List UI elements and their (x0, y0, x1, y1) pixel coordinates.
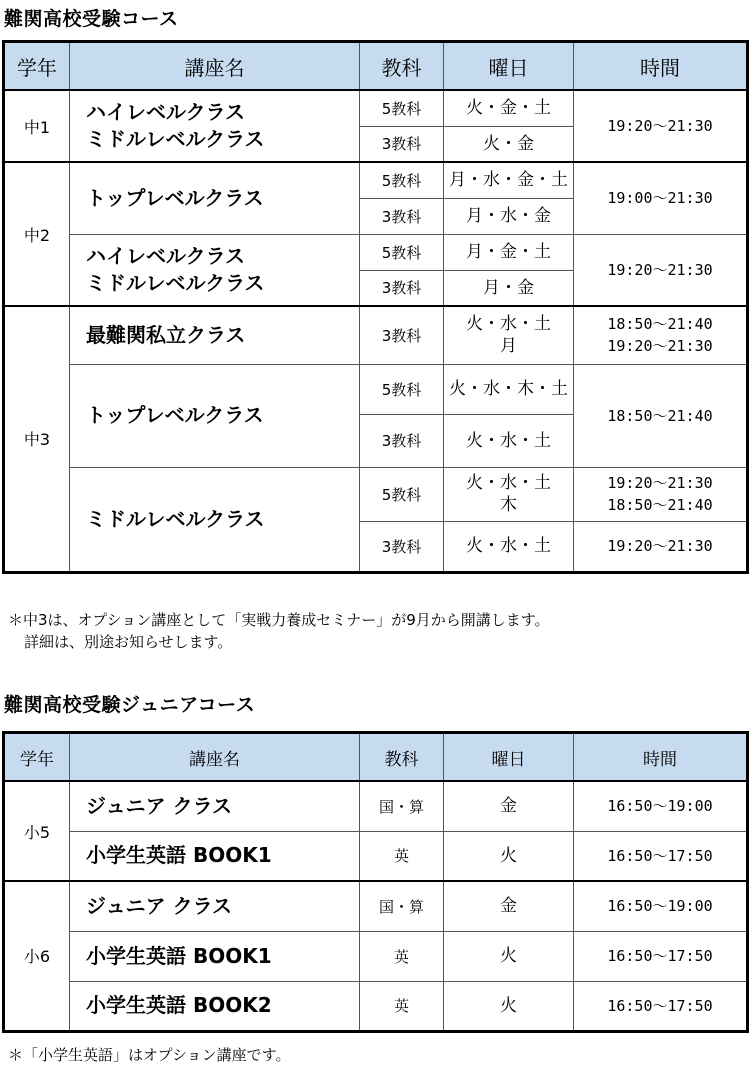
subject-cell: 英 (360, 831, 444, 881)
table-row (4, 467, 748, 521)
header-grade: 学年 (4, 42, 70, 91)
time-cell: 16:50〜19:00 (574, 781, 748, 831)
grade-cell: 中3 (4, 306, 70, 572)
grade-cell: 中2 (4, 162, 70, 306)
subject-cell: 5教科 (360, 90, 444, 126)
grade-cell: 中1 (4, 90, 70, 162)
subject-cell: 5教科 (360, 162, 444, 198)
table-row (4, 90, 748, 126)
days-cell: 火・金 (444, 126, 574, 162)
section-title-junior: 難関高校受験ジュニアコース (4, 694, 256, 716)
days-cell: 金 (444, 781, 574, 831)
header-time: 時間 (574, 42, 748, 91)
time-cell: 16:50〜17:50 (574, 931, 748, 981)
days-line: 火・水・土 (466, 314, 551, 335)
days-cell: 火・水・木・土 (444, 364, 574, 414)
days-cell: 月・水・金・土 (444, 162, 574, 198)
course-cell: 最難関私立クラス (70, 306, 360, 364)
grade-cell: 小5 (4, 781, 70, 881)
days-cell: 金 (444, 881, 574, 931)
note-senior (8, 609, 550, 653)
header-subject: 教科 (360, 733, 444, 782)
time-cell: 19:20〜21:30 (574, 90, 748, 162)
subject-cell: 3教科 (360, 521, 444, 572)
header-course: 講座名 (70, 733, 360, 782)
subject-cell: 国・算 (360, 881, 444, 931)
time-cell: 19:00〜21:30 (574, 162, 748, 234)
course-cell: ジュニア クラス (70, 881, 360, 931)
time-cell: 16:50〜17:50 (574, 981, 748, 1031)
time-line: 18:50〜21:40 (607, 315, 713, 334)
time-cell: 19:20〜21:30 (574, 521, 748, 572)
table-header-row (4, 733, 748, 782)
days-cell: 月・金・土 (444, 234, 574, 270)
days-cell: 火・金・土 (444, 90, 574, 126)
course-name: ミドルレベルクラス (86, 127, 265, 151)
days-line: 木 (500, 495, 517, 515)
table-row (4, 306, 748, 364)
header-subject: 教科 (360, 42, 444, 91)
table-row (4, 831, 748, 881)
note-line: ＊中3は、オプション講座として「実戦力養成セミナー」が9月から開講します。 (8, 611, 550, 629)
course-cell (70, 234, 360, 306)
subject-cell: 5教科 (360, 364, 444, 414)
days-cell (444, 467, 574, 521)
days-cell: 火 (444, 831, 574, 881)
days-line: 火・水・土 (466, 473, 551, 493)
table-row (4, 931, 748, 981)
course-cell: ジュニア クラス (70, 781, 360, 831)
grade-cell: 小6 (4, 881, 70, 1031)
header-time: 時間 (574, 733, 748, 782)
table-row (4, 781, 748, 831)
senior-course-table (2, 40, 749, 574)
note-line: 詳細は、別途お知らせします。 (24, 633, 233, 651)
subject-cell: 英 (360, 931, 444, 981)
table-row (4, 364, 748, 414)
course-name: ハイレベルクラス (86, 100, 245, 124)
time-line: 19:20〜21:30 (607, 474, 713, 492)
days-cell: 月・金 (444, 270, 574, 306)
days-cell: 火 (444, 931, 574, 981)
junior-course-table (2, 731, 749, 1033)
header-days: 曜日 (444, 42, 574, 91)
time-line: 19:20〜21:30 (607, 337, 713, 356)
course-cell: 小学生英語 BOOK2 (70, 981, 360, 1031)
section-title-senior: 難関高校受験コース (4, 8, 179, 30)
time-cell (574, 306, 748, 364)
table-row (4, 881, 748, 931)
table-row (4, 234, 748, 270)
course-cell: ミドルレベルクラス (70, 467, 360, 572)
days-cell: 火・水・土 (444, 414, 574, 467)
subject-cell: 3教科 (360, 126, 444, 162)
course-cell (70, 90, 360, 162)
header-grade: 学年 (4, 733, 70, 782)
subject-cell: 5教科 (360, 234, 444, 270)
time-cell: 16:50〜19:00 (574, 881, 748, 931)
time-cell: 18:50〜21:40 (574, 364, 748, 467)
subject-cell: 英 (360, 981, 444, 1031)
days-cell: 火・水・土 (444, 521, 574, 572)
subject-cell: 国・算 (360, 781, 444, 831)
table-row (4, 162, 748, 198)
time-cell (574, 467, 748, 521)
days-cell: 月・水・金 (444, 198, 574, 234)
time-line: 18:50〜21:40 (607, 496, 713, 514)
table-header-row (4, 42, 748, 91)
time-cell: 19:20〜21:30 (574, 234, 748, 306)
subject-cell: 3教科 (360, 270, 444, 306)
table-row (4, 981, 748, 1031)
days-cell: 火 (444, 981, 574, 1031)
course-cell: トップレベルクラス (70, 162, 360, 234)
course-name: ハイレベルクラス (86, 243, 245, 268)
time-cell: 16:50〜17:50 (574, 831, 748, 881)
course-name: ミドルレベルクラス (86, 270, 265, 295)
days-cell (444, 306, 574, 364)
subject-cell: 3教科 (360, 306, 444, 364)
days-line: 月 (500, 336, 517, 357)
course-cell: 小学生英語 BOOK1 (70, 931, 360, 981)
header-days: 曜日 (444, 733, 574, 782)
subject-cell: 5教科 (360, 467, 444, 521)
course-cell: トップレベルクラス (70, 364, 360, 467)
course-cell: 小学生英語 BOOK1 (70, 831, 360, 881)
header-course: 講座名 (70, 42, 360, 91)
subject-cell: 3教科 (360, 414, 444, 467)
note-junior: ＊「小学生英語」はオプション講座です。 (8, 1046, 291, 1064)
subject-cell: 3教科 (360, 198, 444, 234)
